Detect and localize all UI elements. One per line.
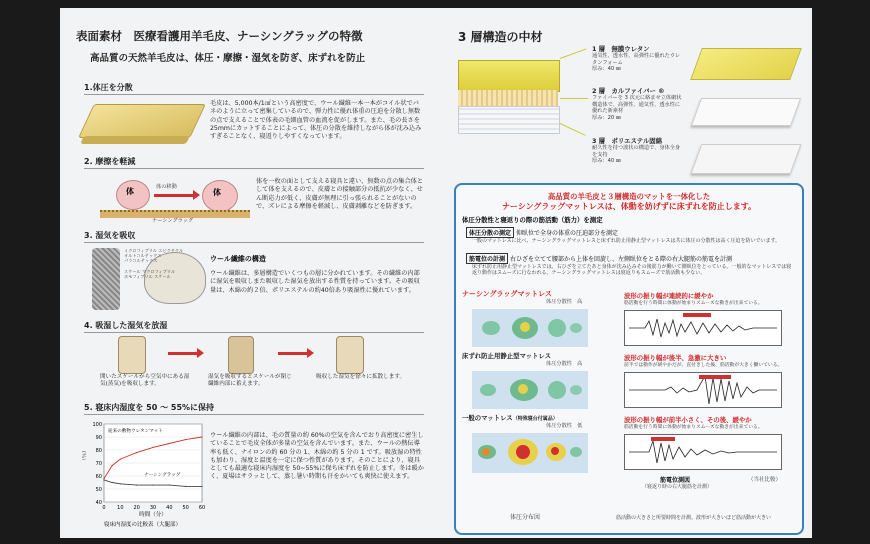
arrow-1 (168, 352, 198, 355)
emg-wave-1 (624, 310, 782, 346)
section1-text (210, 100, 422, 141)
body-label-1: 体 (126, 187, 134, 196)
series-point-0 (136, 452, 137, 453)
emg-wave-2 (624, 372, 782, 408)
nr-title: ナーシングラッグマットレス (462, 290, 552, 298)
y-tick-label: 70 (95, 461, 102, 467)
y-tick-label: 60 (95, 474, 102, 480)
step3-caption: 吸収した湿気を徐々に拡散します。 (316, 374, 406, 380)
pressure-map-2 (472, 371, 588, 409)
series-point-1 (120, 483, 121, 484)
series-point-1 (201, 486, 202, 487)
series-point-1 (152, 485, 153, 486)
pointer-2 (560, 98, 588, 99)
series-point-1 (185, 486, 186, 487)
wool-fiber-photo (92, 248, 120, 310)
comparison-note: （当社比較） (748, 477, 782, 483)
measure1: 体圧分散の測定 仰臥位で全身の体重の圧迫部分を測定 (466, 227, 618, 238)
pressure-map-3 (472, 433, 588, 473)
layer-fiber-image (458, 90, 558, 106)
wool-pad-edge (80, 136, 190, 144)
headline-2: ナーシングラッグマットレスは、体動を妨げずに床ずれを防止します。 (501, 202, 757, 211)
layer-urethane-image (458, 60, 560, 92)
y-tick-label: 50 (95, 487, 102, 493)
step1-caption: 開いたスケールから空気中にある湿気(蒸気)を吸収します。 (100, 374, 190, 387)
layer2-desc: 2 層 カルファイバー ® ファイバーを 3 次元に絡ませ立体網状構造体で、高弾性、通気性、透水性に優れた新素材 厚み：20 ㎜ (592, 87, 682, 121)
series-point-0 (112, 465, 113, 466)
wave-caption2: （寝返り時の右大腿筋を計測） (642, 484, 713, 490)
w3-title: 波形の振り幅が前半小さく、その後、緩やか (624, 416, 752, 424)
measure2-desc: 床ずれ防止用静止型マットレスでは、右ひざを立てたあと身体が沈み込みその後筋力が働いて側臥位をとっている。一般的なマットレスでは寝返り動作はスムーズに行なわれる。ナーシングラッグマットレスは寝返りもスムーズで筋活動も少ない。 (472, 264, 792, 276)
wool-pad-image (78, 104, 206, 138)
p3-label: 体圧分散性 低 (546, 423, 583, 429)
x-tick-label: 60 (198, 505, 206, 511)
y-tick-label: 90 (95, 435, 102, 441)
wave-caption1: 筋電位測図 (660, 477, 691, 484)
left-header: 表面素材 医療看護用羊毛皮、ナーシングラッグの特徴 (76, 29, 363, 43)
emg-wave-3 (624, 434, 782, 470)
step2-caption: 湿気を吸収するとスケールが閉じ繊維内部に蓄えます。 (208, 374, 292, 387)
section2-title: 2. 摩擦を軽減 (84, 156, 424, 169)
y-axis-label: （％） (82, 447, 88, 463)
brochure-page (60, 8, 812, 538)
section1-body: 毛皮は、5,000本/1㎠という高密度で、ウール繊維一本一本がコイル状でバネのように立って密集しているので、弾力性に優れ体重の圧迫を分散し無数の点で支えることで体表の毛細血管の血流を促がします。また、毛の長さを25mmにカットすることによって、体圧の分散を維持しながら体が沈み込みすぎることなく、寝返りしやすくなっています。 (210, 100, 422, 141)
heat-caption: 体圧分布図 (510, 514, 541, 521)
y-tick-label: 100 (92, 422, 102, 428)
p2-label: 体圧分散性 高 (546, 361, 583, 367)
w1-title: 波形の振り幅が連続的に緩やか (624, 292, 714, 300)
pointer-1 (560, 48, 587, 59)
legend-series-0: 従来の敷物ウレタンマット (108, 429, 163, 434)
right-header: 3 層構造の中材 (458, 30, 543, 44)
series-point-0 (201, 436, 202, 437)
series-point-1 (103, 479, 104, 480)
series-point-0 (120, 459, 121, 460)
section1-title: 1.体圧を分散 (84, 82, 424, 95)
arrow-2 (278, 352, 308, 355)
rug-fibers (100, 210, 250, 218)
series-point-0 (103, 478, 104, 479)
w1-text: 筋活動を行う時間に体動が始まりスムーズな動きが出来ている。 (624, 301, 763, 306)
p1-label: 体圧分散性 高 (546, 299, 583, 305)
series-point-0 (169, 443, 170, 444)
fiber-sample (691, 98, 801, 126)
section5-body: ウール繊維の内部は、毛の質量の約 60%の空気を含んでおり高密度に密生していることで毛皮全体が多量の空気を含んでいます。また、ウールの熱伝導率も低く、ナイロンの約 60 分の 1、木綿の約 5 分の 1 です。吸放湿の特性も加わり、湿度と温度を一定に保つ性質があります。そのことにより、寝具としても最適な寝床内湿度を 50~55%に保ち床ずれを防止します。冬は暖かく、夏場はサラッとして、蒸し暑い時期も汗をかいても爽快に使えます。 (210, 432, 424, 481)
x-tick-label: 30 (149, 505, 157, 511)
move-label: 体の移動 (156, 184, 177, 190)
humidity-chart (82, 416, 212, 526)
move-arrow (154, 194, 194, 197)
w3-text: 筋活動を行う時間に体動が始まりスムーズな動きが出来ている。 (624, 425, 763, 430)
measure2: 筋電位の計測 右ひざを立てて腰部から上体を回旋し、左側臥位をとる際の右大腿筋の筋電を計測 (466, 253, 732, 264)
fiber-labels: ミクロフィブリル エピクチクル オルトコルテックス パラコルテックス スケール マクロフィブリル ホモフィブリル スケール (124, 248, 184, 280)
layer3-desc: 3 層 ポリエステル固綿 耐久性を持つ波状の構造で、身体全身を支持 厚み：40 ㎜ (592, 137, 681, 164)
pressure-map-1 (472, 309, 588, 347)
layer1-desc: 1 層 無膜ウレタン 通気性、透水性、高弾性に優れたウレタンフォーム 厚み：40 ㎜ (592, 45, 681, 72)
x-tick-label: 50 (182, 505, 189, 511)
y-tick-label: 80 (95, 448, 102, 454)
legend-series-1: ナーシングラッグ (144, 473, 181, 478)
x-tick-label: 10 (117, 505, 124, 511)
series-point-1 (136, 485, 137, 486)
x-tick-label: 0 (102, 505, 106, 511)
rug-label: ナーシングラッグ (152, 218, 194, 224)
pointer-3 (560, 123, 586, 136)
p2-title: 床ずれ防止用静止型マットレス (462, 352, 552, 360)
headline-1: 高品質の羊毛皮と３層構造のマットを一体化した (547, 192, 711, 201)
section3-title: 3. 湿気を吸収 (84, 230, 424, 243)
section5-title: 5. 寝床内湿度を 50 〜 55%に保持 (84, 402, 424, 415)
series-point-0 (152, 447, 153, 448)
x-axis-label: 時間（分） (139, 512, 167, 518)
fiber-open-icon (118, 336, 146, 374)
series-point-0 (185, 439, 186, 440)
layer-polyester-image (458, 106, 560, 134)
section3-sub: ウール繊維の構造 (210, 255, 266, 263)
x-tick-label: 40 (166, 505, 173, 511)
section2-body: 体を一枚の面として支える寝具と違い、無数の点の集合体として体を支えるので、皮膚との接触部分の抵抗が少なく、せん断応力が低く、皮膚が無理に引っ張られることがないので、ズレによる摩擦を軽減し、皮膚剥離などを防ぎます。 (256, 178, 424, 210)
chart-caption: 寝床内湿度の比較表（大腿部） (104, 522, 182, 528)
w2-text: 前半では動作が緩やかだが、直付きした後、筋活動が大きく働いている。 (624, 363, 783, 368)
polyester-sample (691, 144, 802, 174)
urethane-sample (690, 48, 802, 80)
body-label-2: 体 (213, 188, 221, 197)
test-results-box (454, 183, 804, 535)
footnote: 筋活動の大きさと所要時間を計測。波形が大きいほど筋活動が大きい (616, 515, 772, 521)
x-tick-label: 20 (133, 505, 140, 511)
measure-sub: 体圧分散性と寝返りの際の筋活動（筋力）を測定 (462, 216, 603, 224)
fiber-closed-icon (228, 336, 254, 374)
measure1-desc: 一般のマットレスに比べ、ナーシングラッグマットレスと床ずれ防止用静止型マットレスは共に体圧の分散性は高く圧迫を防いでいます。 (472, 238, 781, 244)
p3-title: 一般のマットレス（特殊寝台付属品） (462, 414, 558, 422)
series-point-1 (112, 482, 113, 483)
section4-title: 4. 吸湿した湿気を放湿 (84, 320, 424, 333)
left-tagline: 高品質の天然羊毛皮は、体圧・摩擦・湿気を防ぎ、床ずれを防止 (90, 53, 366, 64)
section3-body: ウール繊維は、多層構造でいくつもの層に分かれています。その繊維の内部に湿気を吸収しまた吸収した湿気を放出する性質を持っています。その吸収量は、木綿の約２倍、ポリエステルの約40倍あり吸湿性に優れています。 (210, 270, 420, 294)
series-point-1 (169, 485, 170, 486)
y-tick-label: 40 (95, 500, 102, 506)
w2-title: 波形の振り幅が後半、急激に大きい (624, 354, 727, 362)
fiber-release-icon (336, 336, 364, 374)
